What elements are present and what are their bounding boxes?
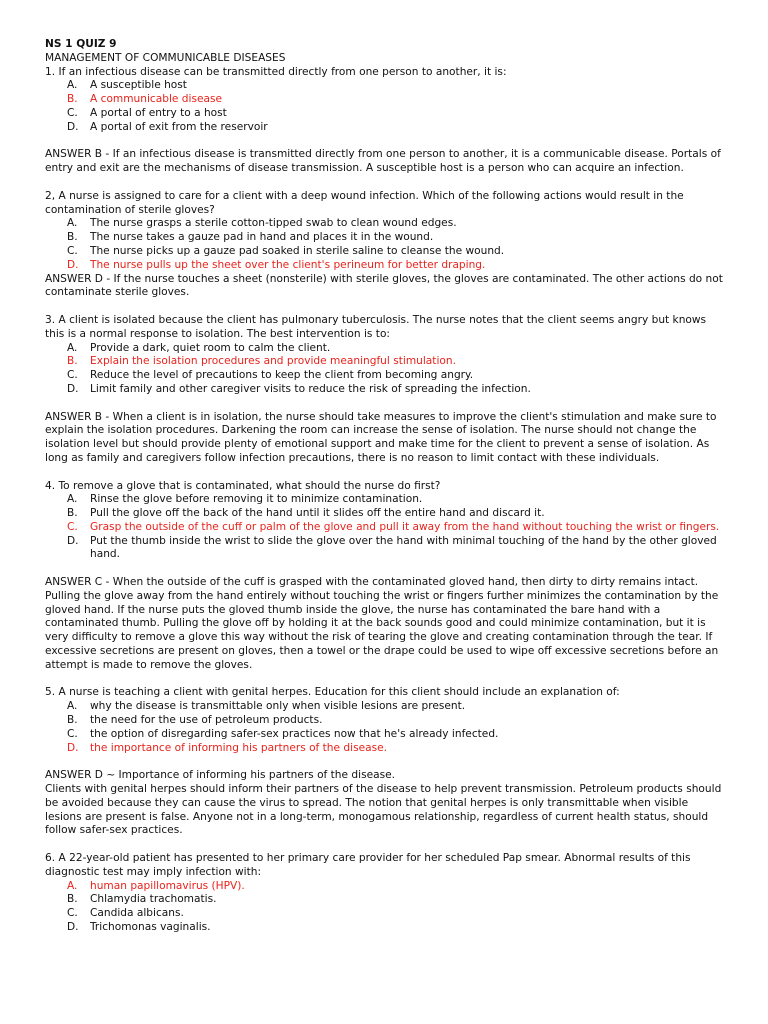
option-text: human papillomavirus (HPV). xyxy=(90,879,245,892)
options-list xyxy=(45,79,727,134)
option-text: Pull the glove off the back of the hand until it slides off the entire hand and discard it. xyxy=(90,507,545,520)
option-c xyxy=(45,369,727,383)
option-letter: C. xyxy=(67,520,78,533)
options-list xyxy=(45,700,727,755)
options-list xyxy=(45,217,727,272)
question-stem: 1. If an infectious disease can be transmitted directly from one person to another, it is: xyxy=(45,65,507,78)
option-text: the need for the use of petroleum products. xyxy=(90,714,323,727)
question-stem: 2, A nurse is assigned to care for a client with a deep wound infection. Which of the following actions would result in the contamination of sterile gloves? xyxy=(45,189,684,216)
question-stem: 6. A 22-year-old patient has presented to her primary care provider for her scheduled Pap smear. Abnormal results of this diagnostic test may imply infection with: xyxy=(45,852,691,878)
option-text: Provide a dark, quiet room to calm the client. xyxy=(90,341,331,354)
answer-explanation: ANSWER B - If an infectious disease is transmitted directly from one person to another, it is a communicable disease. Portals of entry and exit are the mechanisms of disease transmission. A susceptible host is a person who can acquire an infection. xyxy=(45,148,721,175)
option-d xyxy=(45,383,727,397)
answer-title: ANSWER D ~ Importance of informing his partners of the disease. xyxy=(45,769,395,782)
option-text: the option of disregarding safer-sex practices now that he's already infected. xyxy=(90,727,499,740)
option-text: A susceptible host xyxy=(90,79,187,92)
option-letter: D. xyxy=(67,382,79,395)
options-list xyxy=(45,880,727,935)
option-b xyxy=(45,231,727,245)
question-3 xyxy=(45,314,727,466)
option-d-correct xyxy=(45,742,727,756)
option-d xyxy=(45,921,727,935)
option-text: why the disease is transmittable only when visible lesions are present. xyxy=(90,700,466,713)
option-a xyxy=(45,493,727,507)
option-text: Trichomonas vaginalis. xyxy=(90,921,211,933)
option-text: Explain the isolation procedures and provide meaningful stimulation. xyxy=(90,355,456,368)
option-b xyxy=(45,507,727,521)
page-title: NS 1 QUIZ 9 xyxy=(45,38,117,50)
question-5 xyxy=(45,686,727,838)
option-text: The nurse grasps a sterile cotton-tipped swab to clean wound edges. xyxy=(90,217,457,230)
options-list xyxy=(45,342,727,397)
option-text: The nurse picks up a gauze pad soaked in sterile saline to cleanse the wound. xyxy=(90,244,505,257)
option-letter: C. xyxy=(67,907,78,920)
question-stem: 5. A nurse is teaching a client with genital herpes. Education for this client should include an explanation of: xyxy=(45,686,620,699)
question-6 xyxy=(45,852,727,935)
page-subtitle: MANAGEMENT OF COMMUNICABLE DISEASES xyxy=(45,51,286,64)
answer-explanation: ANSWER B - When a client is in isolation, the nurse should take measures to improve the client's stimulation and make sure to explain the isolation procedures. Darkening the room can increase the sense of isolation. The nurse should not change the isolation level but should provide plenty of emotional support and make time for the client to prevent a sense of isolation. As long as family and caregivers follow infection precautions, there is no reason to limit contact with these individuals. xyxy=(45,410,717,464)
option-d-correct xyxy=(45,259,727,273)
option-letter: B. xyxy=(67,93,78,106)
option-text: Chlamydia trachomatis. xyxy=(90,893,217,906)
option-text: Reduce the level of precautions to keep the client from becoming angry. xyxy=(90,369,474,382)
option-a xyxy=(45,700,727,714)
question-1 xyxy=(45,66,727,176)
question-4 xyxy=(45,480,727,673)
option-text: Put the thumb inside the wrist to slide the glove over the hand with minimal touching of the hand by the other gloved hand. xyxy=(90,534,717,561)
option-letter: B. xyxy=(67,507,78,520)
option-letter: C. xyxy=(67,106,78,119)
question-stem: 3. A client is isolated because the client has pulmonary tuberculosis. The nurse notes that the client seems angry but knows this is a normal response to isolation. The best intervention is to: xyxy=(45,313,707,340)
option-letter: A. xyxy=(67,79,78,92)
option-letter: B. xyxy=(67,893,78,906)
option-letter: C. xyxy=(67,244,78,257)
option-a xyxy=(45,342,727,356)
option-letter: A. xyxy=(67,700,78,713)
option-a xyxy=(45,217,727,231)
answer-explanation: ANSWER D - If the nurse touches a sheet (nonsterile) with sterile gloves, the gloves are contaminated. The other actions do not contaminate sterile gloves. xyxy=(45,272,723,299)
option-text: the importance of informing his partners of the disease. xyxy=(90,741,388,754)
question-2 xyxy=(45,190,727,300)
option-d xyxy=(45,535,727,563)
option-c xyxy=(45,107,727,121)
option-b xyxy=(45,893,727,907)
option-letter: B. xyxy=(67,355,78,368)
option-a-correct xyxy=(45,880,727,894)
option-letter: D. xyxy=(67,258,79,271)
option-letter: D. xyxy=(67,534,79,547)
option-c xyxy=(45,907,727,921)
option-letter: A. xyxy=(67,341,78,354)
option-b xyxy=(45,714,727,728)
option-letter: C. xyxy=(67,369,78,382)
option-c-correct xyxy=(45,521,727,535)
option-letter: D. xyxy=(67,921,79,933)
option-letter: D. xyxy=(67,120,79,133)
option-a xyxy=(45,79,727,93)
option-d xyxy=(45,121,727,135)
option-letter: A. xyxy=(67,879,78,892)
option-letter: B. xyxy=(67,714,78,727)
option-text: A portal of entry to a host xyxy=(90,106,227,119)
option-text: A portal of exit from the reservoir xyxy=(90,120,268,133)
option-text: Rinse the glove before removing it to minimize contamination. xyxy=(90,493,423,506)
option-letter: D. xyxy=(67,741,79,754)
option-c xyxy=(45,245,727,259)
answer-explanation: Clients with genital herpes should inform their partners of the disease to help prevent transmission. Petroleum products should be avoided because they can cause the virus to spread. The notion that genital herpes is only transmittable when visible lesions are present is false. Anyone not in a long-term, monogamous relationship, regardless of current health status, should follow safer-sex practices. xyxy=(45,783,722,837)
option-text: A communicable disease xyxy=(90,93,223,106)
question-stem: 4. To remove a glove that is contaminated, what should the nurse do first? xyxy=(45,479,441,492)
option-text: Grasp the outside of the cuff or palm of the glove and pull it away from the hand without touching the wrist or fingers. xyxy=(90,520,720,533)
option-letter: B. xyxy=(67,231,78,244)
option-text: The nurse takes a gauze pad in hand and places it in the wound. xyxy=(90,231,434,244)
option-text: The nurse pulls up the sheet over the client's perineum for better draping. xyxy=(90,258,486,271)
option-letter: A. xyxy=(67,493,78,506)
option-letter: A. xyxy=(67,217,78,230)
option-letter: C. xyxy=(67,727,78,740)
option-b-correct xyxy=(45,93,727,107)
answer-explanation: ANSWER C - When the outside of the cuff is grasped with the contaminated gloved hand, then dirty to dirty remains intact. Pulling the glove away from the hand entirely without touching the wrist or fingers further minimizes the contamination by the gloved hand. If the nurse puts the gloved thumb inside the glove, the nurse has contaminated the bare hand with a contaminated thumb. Pulling the glove off by holding it at the back sounds good and could minimize contamination, but it is very difficulty to remove a glove this way without the risk of tearing the glove and creating contamination through the tear. If excessive secretions are present on gloves, then a towel or the drape could be used to wipe off excessive secretions before an attempt is made to remove the gloves. xyxy=(45,576,719,671)
options-list xyxy=(45,493,727,562)
option-text: Limit family and other caregiver visits to reduce the risk of spreading the infection. xyxy=(90,382,531,395)
option-c xyxy=(45,728,727,742)
option-text: Candida albicans. xyxy=(90,907,184,920)
option-b-correct xyxy=(45,355,727,369)
document-page xyxy=(45,38,727,935)
